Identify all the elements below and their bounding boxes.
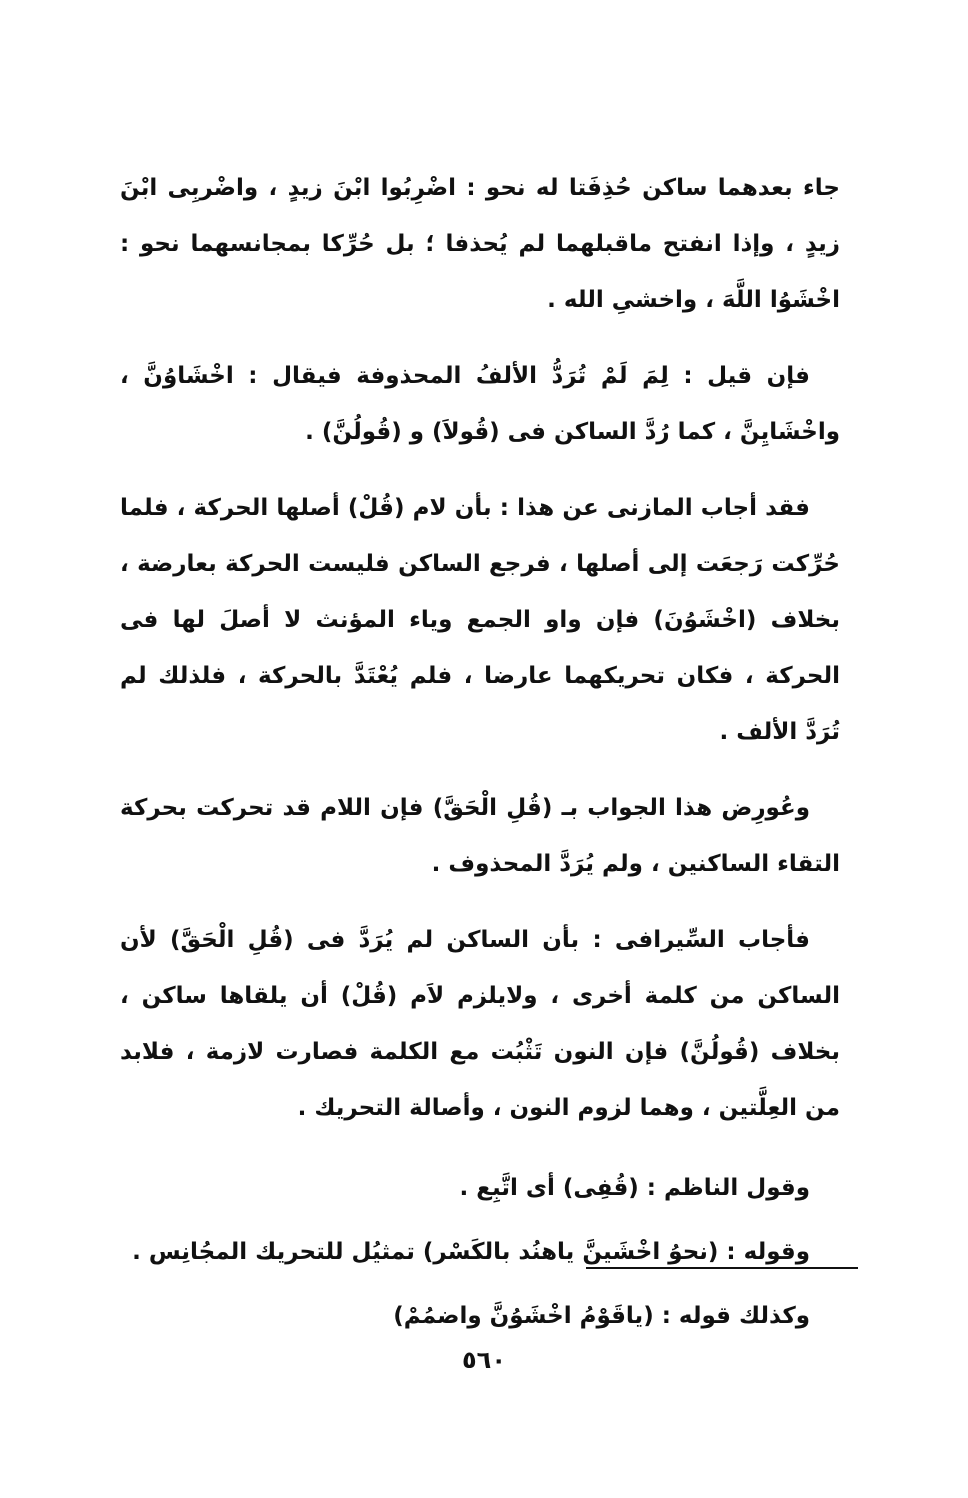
commentary-line-2: وقوله : (نحوُ اخْشَينَّ ياهنُد بالكَسْر) تمثيُل للتحريك المجُانِس . (132, 1239, 810, 1265)
paragraph-5: فأجاب السِّيرافى : بأن الساكن لم يُرَدَّ فى (قُلِ الْحَقَّ) لأن الساكن من كلمة أخرى ، ولايلزم لاَم (قُلْ) أن يلقاها ساكن ، بخلاف (قُولُنَّ) فإن النون تَثْبُت مع الكلمة فصارت لازمة ، فلابد من العِلَّتين ، وهما لزوم النون ، وأصالة التحريك . (120, 927, 840, 1121)
page-number: ٥٦٠ (462, 1346, 506, 1374)
paragraph-2: فإن قيل : لِمَ لَمْ تُرَدُّ الألفُ المحذوفة فيقال : اخْشَاوُنَّ ، واخْشَايِنَّ ، كما رُدَّ الساكن فى (قُولاَ) و (قُولُنَّ) . (120, 363, 840, 445)
commentary-line-1: وقول الناظم : (قُفِى) أى اتَّبِع . (459, 1175, 810, 1201)
body-text (120, 160, 840, 1348)
paragraph-4: وعُورِض هذا الجواب بـ (قُلِ الْحَقَّ) فإن اللام قد تحركت بحركة التقاء الساكنين ، ولم يُرَدَّ المحذوف . (120, 795, 840, 877)
paragraph-1: جاء بعدهما ساكن حُذِفَتا له نحو : اضْرِبُوا ابْنَ زيدٍ ، واضْربِى ابْنَ زيدٍ ، وإذا انفتح ماقبلهما لم يُحذفا ؛ بل حُرِّكا بمجانسهما نحو : اخْشَوُا اللَّهَ ، واخشىِ الله . (120, 175, 840, 313)
footnote-divider (586, 1267, 858, 1269)
paragraph-3: فقد أجاب المازنى عن هذا : بأن لام (قُلْ) أصلها الحركة ، فلما حُرِّكت رَجعَت إلى أصلها ، فرجع الساكن فليست الحركة بعارضة ، بخلاف (اخْشَوُنَ) فإن واو الجمع وياء المؤنث لا أصلَ لها فى الحركة ، فكان تحريكهما عارضا ، فلم يُعْتَدَّ بالحركة ، فلذلك لم تُرَدَّ الألف . (120, 495, 840, 745)
commentary-line-3: وكذلك قوله : (ياقَوْمُ اخْشَوُنَّ واضمُمْ) (393, 1303, 810, 1329)
